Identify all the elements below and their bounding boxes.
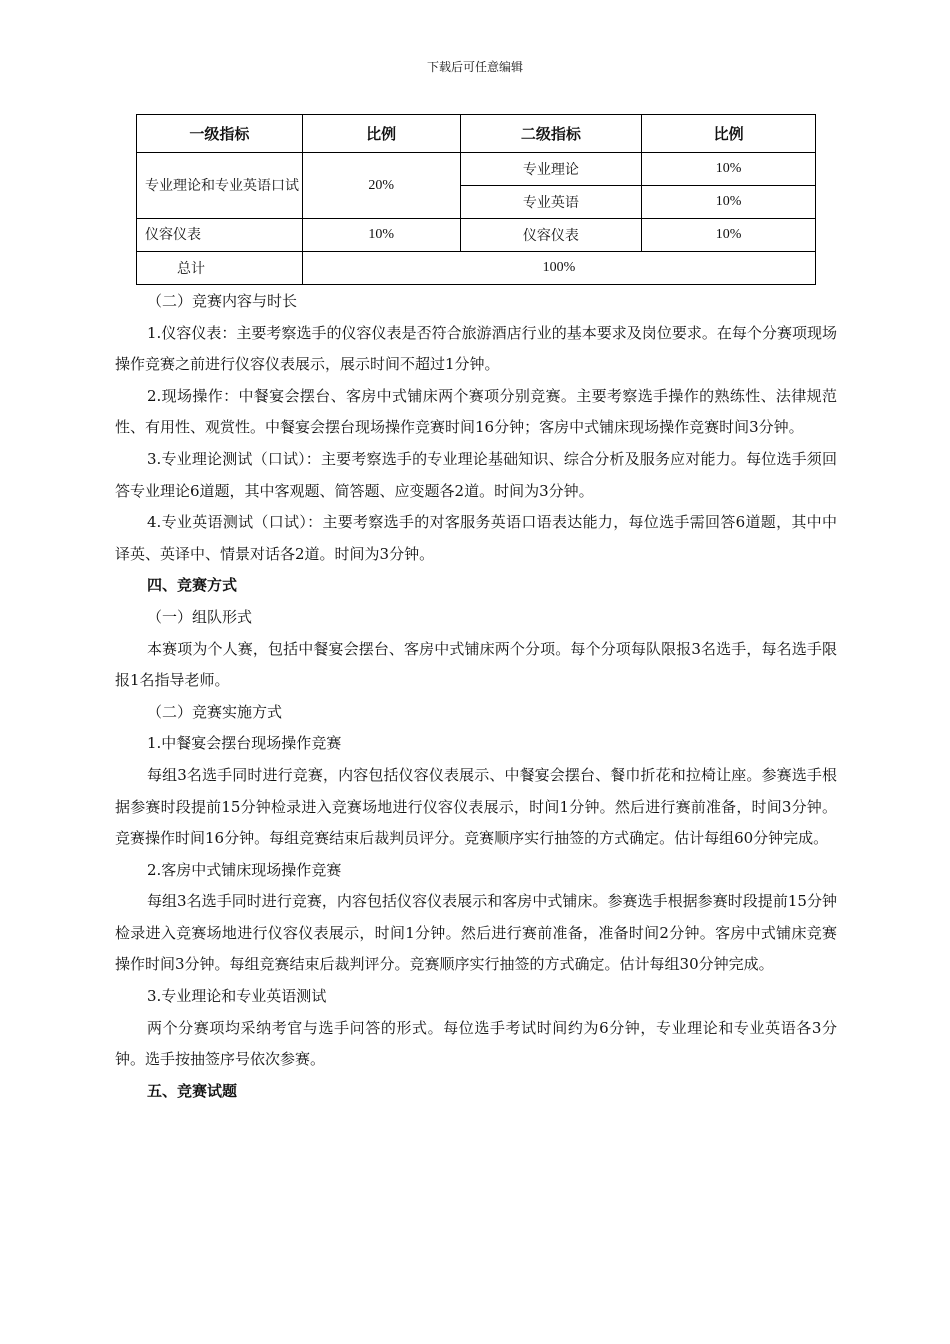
table-cell: 10% — [642, 186, 816, 219]
paragraph: 1.中餐宴会摆台现场操作竞赛 — [147, 734, 342, 753]
table-cell: 专业理论 — [460, 153, 642, 186]
paragraph: 每组3名选手同时进行竞赛，内容包括仪容仪表展示、中餐宴会摆台、餐巾折花和拉椅让座。参赛选手根据参赛时段提前15分钟检录进入竞赛场地进行仪容仪表展示，时间1分钟。然后进行赛前准备，时间3分钟。竞赛操作时间16分钟。每组竞赛结束后裁判员评分。竞赛顺序实行抽签的方式确定。估计每组60分钟完成。 — [115, 765, 837, 848]
document-body — [115, 286, 837, 1107]
table-header: 比例 — [302, 115, 460, 153]
table-header: 一级指标 — [137, 115, 303, 153]
paragraph: 2.现场操作：中餐宴会摆台、客房中式铺床两个赛项分别竞赛。主要考察选手操作的熟练性、法律规范性、有用性、观赏性。中餐宴会摆台现场操作竞赛时间16分钟；客房中式铺床现场操作竞赛时间3分钟。 — [115, 386, 837, 437]
table-cell: 总计 — [137, 252, 303, 285]
table-header: 比例 — [642, 115, 816, 153]
paragraph: （二）竞赛实施方式 — [147, 702, 283, 721]
table-header-row — [137, 115, 816, 153]
header-note: 下载后可任意编辑 — [426, 60, 523, 74]
section-heading: 四、竞赛方式 — [147, 576, 238, 595]
table-row-total — [137, 252, 816, 285]
paragraph: 本赛项为个人赛，包括中餐宴会摆台、客房中式铺床两个分项。每个分项每队限报3名选手，每名选手限报1名指导老师。 — [115, 639, 837, 690]
score-table — [136, 114, 816, 285]
table-cell: 仪容仪表 — [460, 219, 642, 252]
paragraph: 4.专业英语测试（口试）：主要考察选手的对客服务英语口语表达能力，每位选手需回答6道题，其中中译英、英译中、情景对话各2道。时间为3分钟。 — [115, 513, 837, 563]
paragraph: 3.专业理论和专业英语测试 — [147, 987, 327, 1006]
table-row — [137, 153, 816, 186]
table-cell: 100% — [302, 252, 815, 285]
paragraph: （二）竞赛内容与时长 — [147, 292, 298, 310]
paragraph: 2.客房中式铺床现场操作竞赛 — [147, 860, 342, 879]
table-cell: 仪容仪表 — [137, 219, 303, 252]
table-cell: 专业理论和专业英语口试 — [137, 153, 303, 219]
paragraph: 3.专业理论测试（口试）：主要考察选手的专业理论基础知识、综合分析及服务应对能力。每位选手须回答专业理论6道题，其中客观题、简答题、应变题各2道。时间为3分钟。 — [115, 449, 837, 500]
table-row — [137, 219, 816, 252]
table-cell: 10% — [642, 219, 816, 252]
paragraph: （一）组队形式 — [147, 607, 253, 626]
table-cell: 20% — [302, 153, 460, 219]
table-cell: 专业英语 — [460, 186, 642, 219]
paragraph: 每组3名选手同时进行竞赛，内容包括仪容仪表展示和客房中式铺床。参赛选手根据参赛时段提前15分钟检录进入竞赛场地进行仪容仪表展示，时间1分钟。然后进行赛前准备，准备时间2分钟。客房中式铺床竞赛操作时间3分钟。每组竞赛结束后裁判评分。竞赛顺序实行抽签的方式确定。估计每组30分钟完成。 — [115, 892, 837, 974]
paragraph: 1.仪容仪表：主要考察选手的仪容仪表是否符合旅游酒店行业的基本要求及岗位要求。在每个分赛项现场操作竞赛之前进行仪容仪表展示，展示时间不超过1分钟。 — [115, 323, 837, 374]
section-heading: 五、竞赛试题 — [147, 1081, 238, 1100]
table-header: 二级指标 — [460, 115, 642, 153]
table-cell: 10% — [642, 153, 816, 186]
table-cell: 10% — [302, 219, 460, 252]
paragraph: 两个分赛项均采纳考官与选手问答的形式。每位选手考试时间约为6分钟，专业理论和专业英语各3分钟。选手按抽签序号依次参赛。 — [115, 1018, 837, 1069]
